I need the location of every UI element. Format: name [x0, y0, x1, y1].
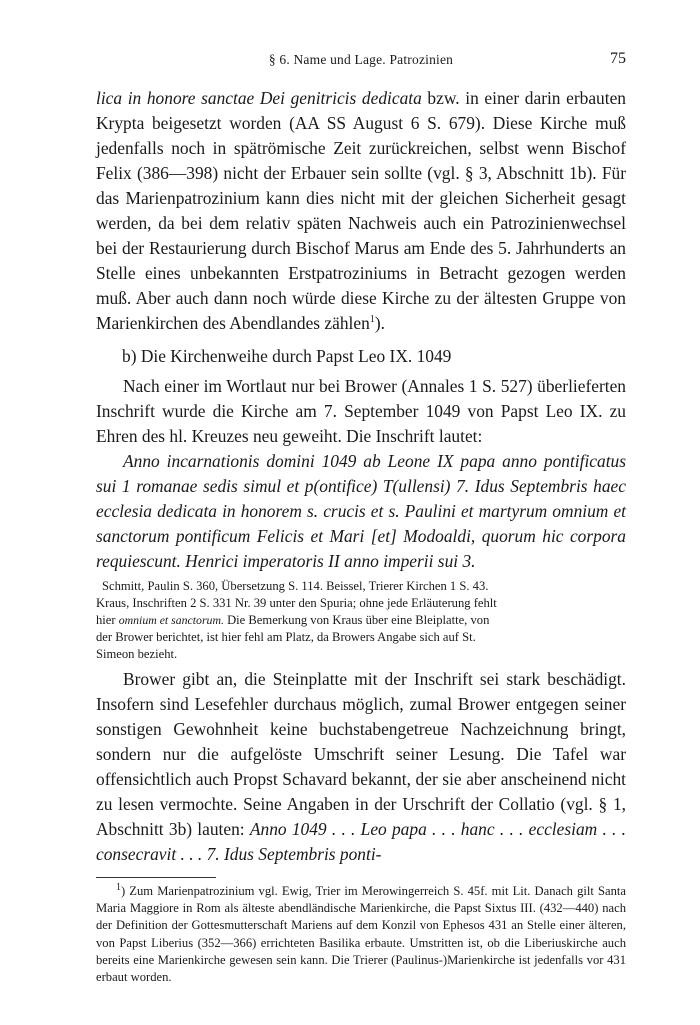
book-page: [96, 50, 626, 986]
page-number: 75: [610, 50, 626, 67]
italic-phrase: lica in honore sanctae Dei genitricis dedicata: [96, 88, 422, 108]
footnote-body: ) Zum Marienpatrozinium vgl. Ewig, Trier im Merowingerreich S. 45f. mit Lit. Danach gilt Santa Maria Maggiore in Rom als älteste abendländische Marienkirche, die Papst Sixtus III. (432—440) nach der Definition der Gottesmutterschaft Mariens auf dem Konzil von Ephesos 431 an Stelle einer älteren, von Papst Liberius (352—366) errichteten Basilika erbaute. Umstritten ist, ob die Liberiuskirche auch bereits eine Marienkirche gewesen sein kann. Die Trierer (Paulinus-)Marienkirche ist jedenfalls vor 431 erbaut worden.: [96, 884, 626, 985]
note-line: der Brower berichtet, ist hier fehl am Platz, da Browers Angabe sich auf St.: [96, 630, 476, 644]
section-heading: b) Die Kirchenweihe durch Papst Leo IX. 1049: [122, 346, 452, 366]
note-line: Schmitt, Paulin S. 360, Übersetzung S. 114. Beissel, Trierer Kirchen 1 S. 43.: [102, 579, 489, 593]
footnote-rule: [96, 877, 216, 878]
paragraph-stone-plate: [96, 667, 626, 867]
footnote: [96, 883, 626, 986]
footnote-text: [96, 883, 626, 986]
running-head-title: § 6. Name und Lage. Patrozinien: [268, 52, 454, 67]
note-line: [96, 612, 626, 629]
running-head: [96, 50, 626, 74]
footnote-ref: 1: [369, 314, 375, 326]
note-text: hier: [96, 613, 119, 627]
bibliographic-note: [96, 578, 626, 663]
paragraph-continuation: [96, 86, 626, 336]
note-line: Simeon bezieht.: [96, 647, 178, 661]
paragraph-end: ).: [374, 313, 385, 333]
paragraph-text: bzw. in einer darin erbauten Krypta beigesetzt worden (AA SS August 6 S. 679). Diese Kirche muß jedenfalls noch in spätrömische Zeit zurückreichen, selbst wenn Bischof Felix (386—398) nicht der Erbauer sein sollte (vgl. § 3, Abschnitt 1b). Für das Marienpatrozinium kann dies nicht mit der gleichen Sicherheit gesagt werden, da bei dem relativ späten Nachweis auch ein Patrozinienwechsel bei der Restaurierung durch Bischof Marus am Ende des 5. Jahrhunderts an Stelle eines unbekannten Erstpatroziniums in Betracht gezogen werden muß. Aber auch dann noch würde diese Kirche zu der ältesten Gruppe von Marienkirchen des Abendlandes zählen: [96, 88, 626, 333]
note-text: Die Bemerkung von Kraus über eine Bleiplatte, von: [223, 613, 490, 627]
body-text: [96, 86, 626, 867]
note-line: Kraus, Inschriften 2 S. 331 Nr. 39 unter den Spuria; ohne jede Erläuterung fehlt: [96, 596, 497, 610]
italic-quotation: Anno 1049 . . . Leo papa . . . hanc . . . ecclesiam . . . consecravit . . . 7. Idus Septembris ponti-: [96, 819, 626, 864]
paragraph-brower: Nach einer im Wortlaut nur bei Brower (Annales 1 S. 527) überlieferten Inschrift wurde die Kirche am 7. September 1049 von Papst Leo IX. zu Ehren des hl. Kreuzes neu geweiht. Die Inschrift lautet:: [96, 376, 626, 446]
paragraph-text: Brower gibt an, die Steinplatte mit der Inschrift sei stark beschädigt. Insofern sind Lesefehler durchaus möglich, zumal Brower entgegen seiner sonstigen Gewohnheit keine buchstabengetreue Nachzeichnung bringt, sondern nur die aufgelöste Umschrift seiner Lesung. Die Tafel war offensichtlich auch Propst Schavard bekannt, der sie aber anscheinend nicht zu lesen vermochte. Seine Angaben in der Urschrift der Collatio (vgl. § 1, Abschnitt 3b) lauten:: [96, 669, 626, 839]
note-italic: omnium et sanctorum.: [118, 613, 224, 627]
inscription-text: Anno incarnationis domini 1049 ab Leone IX papa anno pontificatus sui 1 romanae sedis simul et p(ontifice) T(ullensi) 7. Idus Septembris haec ecclesia dedicata in honorem s. crucis et s. Paulini et martyrum omnium et sanctorum pontificum Felicis et Mari [et] Modoaldi, quorum hic corpora requiescunt. Henrici imperatoris II anno imperii sui 3.: [96, 451, 626, 571]
footnote-marker: 1: [116, 881, 121, 893]
